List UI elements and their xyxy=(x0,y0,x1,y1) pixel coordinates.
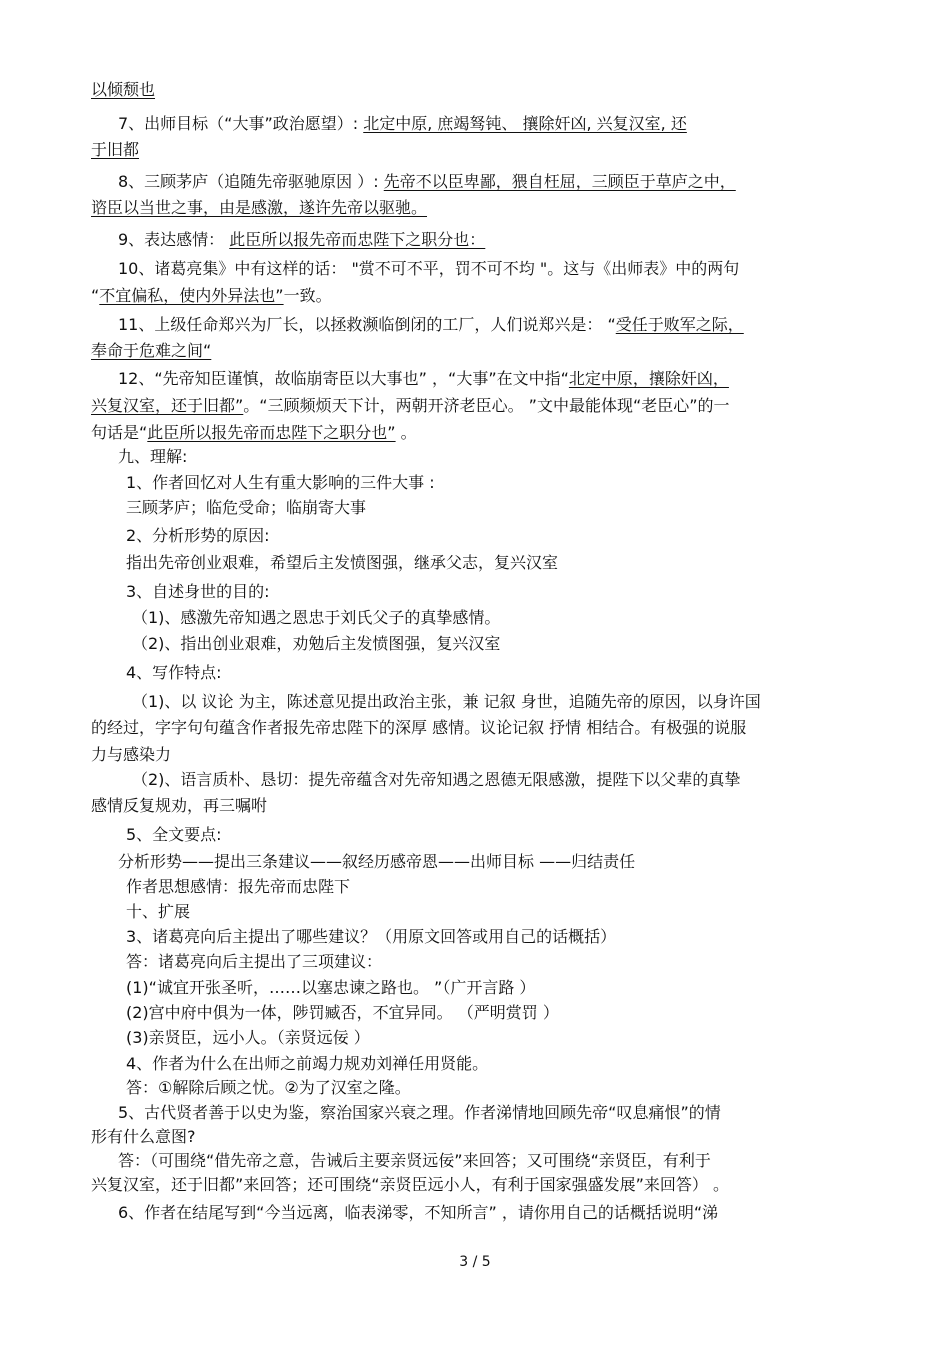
text-segment: 答：①解除后顾之忧。②为了汉室之隆。 xyxy=(126,1078,411,1097)
text-line xyxy=(91,744,930,766)
text-segment: 4、作者为什么在出师之前竭力规劝刘禅任用贤能。 xyxy=(126,1054,489,1073)
text-segment: 指出先帝创业艰难，希望后主发愤图强，继承父志，复兴汉室 xyxy=(126,553,559,572)
underlined-answer: 先帝不以臣卑鄙，猥自枉屈，三顾臣于草庐之中， xyxy=(383,172,736,191)
text-line xyxy=(91,139,930,161)
text-line xyxy=(126,1077,930,1099)
text-line xyxy=(118,229,930,251)
underlined-answer: 谘臣以当世之事，由是感激，遂许先帝以驱驰。 xyxy=(91,198,428,217)
text-segment: 4、写作特点: xyxy=(126,663,222,682)
text-segment: 兴复汉室，还于旧都”来回答；还可围绕“亲贤臣远小人，有利于国家强盛发展”来回答） 。 xyxy=(91,1175,729,1194)
text-segment: 3、自述身世的目的: xyxy=(126,582,270,601)
underlined-answer: 此臣所以报先帝而忠陛下之职分也” xyxy=(147,423,396,442)
underlined-answer: 奉命于危难之间“ xyxy=(91,341,212,360)
text-segment: 3、诸葛亮向后主提出了哪些建议？（用原文回答或用自己的话概括） xyxy=(126,927,617,946)
text-segment: 12、“先帝知臣谨慎，故临崩寄臣以大事也” ，“大事”在文中指“ xyxy=(118,369,569,388)
text-line xyxy=(126,1002,930,1024)
text-line xyxy=(132,691,930,713)
text-line xyxy=(91,340,930,362)
text-line xyxy=(126,1053,930,1075)
text-line xyxy=(118,171,930,193)
text-segment: 6、作者在结尾写到“今当远离，临表涕零，不知所言” ，请你用自己的话概括说明“涕 xyxy=(118,1203,719,1222)
text-segment: (3)亲贤臣，远小人。（亲贤远佞 ） xyxy=(126,1028,370,1047)
text-segment: 7、出师目标（“大事”政治愿望）: xyxy=(118,114,364,133)
text-segment: 一致。 xyxy=(283,286,332,305)
text-line xyxy=(132,633,930,655)
text-segment: (2)宫中府中俱为一体，陟罚臧否，不宜异同。 （严明赏罚 ） xyxy=(126,1003,559,1022)
text-segment: （1)、以 议论 为主，陈述意见提出政治主张，兼 记叙 身世，追随先帝的原因，以身许国 xyxy=(132,692,761,711)
underlined-answer: 于旧都 xyxy=(91,140,140,159)
underlined-answer: 兴复汉室，还于旧都” xyxy=(91,396,244,415)
text-line xyxy=(132,769,930,791)
text-segment: 5、古代贤者善于以史为鉴，察治国家兴衰之理。作者涕情地回顾先帝“叹息痛恨”的情 xyxy=(118,1103,721,1122)
text-segment: 力与感染力 xyxy=(91,745,172,764)
underlined-answer: 此臣所以报先帝而忠陛下之职分也： xyxy=(229,230,486,249)
underlined-answer: 以倾颓也 xyxy=(91,80,156,99)
text-line xyxy=(126,525,930,547)
text-line xyxy=(132,607,930,629)
text-line xyxy=(91,717,930,739)
text-line xyxy=(126,581,930,603)
text-line xyxy=(91,79,930,101)
text-line xyxy=(126,497,930,519)
underlined-answer: 北定中原, 庶竭驽钝、 攘除奸凶, 兴复汉室, 还 xyxy=(363,114,687,133)
text-line xyxy=(118,446,930,468)
text-segment: 2、分析形势的原因: xyxy=(126,526,270,545)
text-segment: 感情反复规劝，再三嘱咐 xyxy=(91,796,268,815)
text-line xyxy=(91,795,930,817)
text-segment: 分析形势——提出三条建议——叙经历感帝恩——出师目标 ——归结责任 xyxy=(118,852,636,871)
text-segment: “ xyxy=(91,286,100,305)
text-line xyxy=(126,951,930,973)
text-line xyxy=(91,197,930,219)
text-line xyxy=(126,926,930,948)
text-line xyxy=(126,824,930,846)
text-line xyxy=(91,422,930,444)
text-segment: 三顾茅庐；临危受命；临崩寄大事 xyxy=(126,498,367,517)
text-line xyxy=(126,472,930,494)
text-segment: 十、扩展 xyxy=(126,902,191,921)
text-line xyxy=(118,851,930,873)
underlined-answer: 北定中原，攘除奸凶， xyxy=(568,369,729,388)
page-number: 3 / 5 xyxy=(459,1254,491,1270)
text-line xyxy=(126,552,930,574)
text-line xyxy=(118,1150,930,1172)
text-segment: 。 xyxy=(395,423,417,442)
text-line xyxy=(118,258,930,280)
text-segment: 句话是“ xyxy=(91,423,148,442)
text-segment: 形有什么意图? xyxy=(91,1127,196,1146)
text-line xyxy=(126,1027,930,1049)
text-line xyxy=(91,285,930,307)
text-line xyxy=(91,1126,930,1148)
text-segment: (1)“诚宜开张圣听，……以塞忠谏之路也。 ”（广开言路 ） xyxy=(126,978,536,997)
text-segment: 5、全文要点: xyxy=(126,825,222,844)
underlined-answer: 受任于败军之际， xyxy=(615,315,744,334)
text-line xyxy=(126,977,930,999)
text-segment: 的经过，字字句句蕴含作者报先帝忠陛下的深厚 感情。议论记叙 抒情 相结合。有极强的说服 xyxy=(91,718,747,737)
text-segment: 10、诸葛亮集》中有这样的话： "赏不可不平，罚不可不均 "。这与《出师表》中的两句 xyxy=(118,259,740,278)
text-line xyxy=(118,368,930,390)
text-segment: （2)、指出创业艰难，劝勉后主发愤图强，复兴汉室 xyxy=(132,634,501,653)
text-segment: 作者思想感情：报先帝而忠陛下 xyxy=(126,877,351,896)
text-segment: （1)、感激先帝知遇之恩忠于刘氏父子的真挚感情。 xyxy=(132,608,501,627)
text-line xyxy=(118,1202,930,1224)
text-segment: 8、三顾茅庐（追随先帝驱驰原因 ）: xyxy=(118,172,384,191)
text-segment: 九、理解: xyxy=(118,447,188,466)
text-line xyxy=(91,395,930,417)
text-segment: 9、表达感情： xyxy=(118,230,230,249)
text-segment: 答：（可围绕“借先帝之意，告诫后主要亲贤远佞”来回答；又可围绕“亲贤臣，有利于 xyxy=(118,1151,711,1170)
text-segment: 。“三顾频烦天下计，两朝开济老臣心。 ”文中最能体现“老臣心”的一 xyxy=(243,396,730,415)
text-line xyxy=(126,662,930,684)
text-line xyxy=(118,314,930,336)
text-segment: 答：诸葛亮向后主提出了三项建议： xyxy=(126,952,383,971)
text-segment: 11、上级任命郑兴为厂长，以拯救濒临倒闭的工厂，人们说郑兴是： “ xyxy=(118,315,616,334)
text-line xyxy=(118,113,930,135)
text-line xyxy=(126,876,930,898)
text-line xyxy=(91,1174,930,1196)
underlined-answer: 不宜偏私，使内外异法也” xyxy=(99,286,284,305)
text-segment: （2)、语言质朴、恳切：提先帝蕴含对先帝知遇之恩德无限感激，提陛下以父辈的真挚 xyxy=(132,770,741,789)
text-line xyxy=(118,1102,930,1124)
text-segment: 1、作者回忆对人生有重大影响的三件大事 : xyxy=(126,473,435,492)
text-line xyxy=(126,901,930,923)
